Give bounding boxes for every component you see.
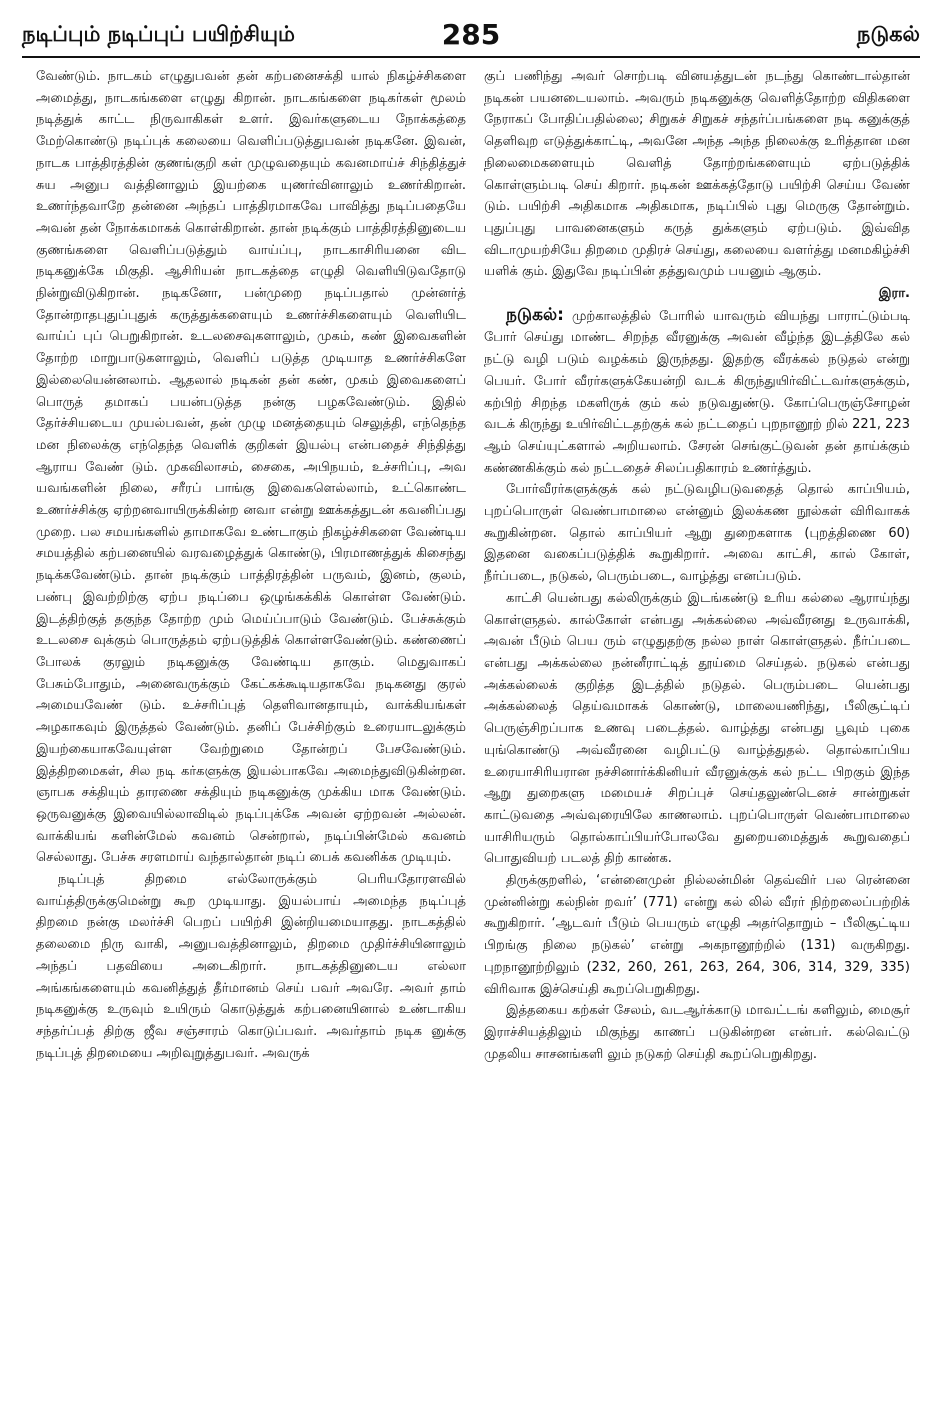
page-number: 285 bbox=[441, 18, 501, 51]
right-column bbox=[484, 66, 910, 1413]
right-paragraph-5: திருக்குறளில், ‘என்னைமுன் நில்லன்மின் தெவ்விர் பல ரென்னை முன்னின்று கல்நின் றவர்’ (771) என்று கல் லில் வீரர் நிற்றலைப்பற்றிக் கூறுகிறார். ‘ஆடவர் பீடும் பெயரும் எழுதி அதர்தொறும் – பீலிசூட்டிய பிறங்கு நிலை நடுகல்’ என்று அகநானூற்றில் (131) வருகிறது. புறநானூற்றிலும் (232, 260, 261, 263, 264, 306, 314, 329, 335) விரிவாக இச்செய்தி கூறப்பெறுகிறது. bbox=[484, 873, 910, 997]
left-paragraph-1: வேண்டும். நாடகம் எழுதுபவன் தன் கற்பனைசக்தி யால் நிகழ்ச்சிகளை அமைத்து, நாடகங்களை எழுது கிறான். நாடகங்களை நடிகர்கள் மூலம் நடித்துக் காட்ட நிருவாகிகள் உளர். இவர்களுடைய நோக்கத்தை மேற்கொண்டு நடிப்புக் கலையை வெளிப்படுத்துபவன் நடிகனே. இவன், நாடக பாத்திரத்தின் குணங்குறி கள் முழுவதையும் கவனமாய்ச் சிந்தித்துச் சுய அனுப வத்தினாலும் இயற்கை யுணர்வினாலும் உணர்கிறான். உணர்ந்தவாறே தன்னை அந்தப் பாத்திரமாகவே பாவித்து நடிப்பதையே அவன் தன் நோக்கமாகக் கொள்கிறான். தான் நடிக்கும் பாத்திரத்தினுடைய குணங்களை வெளிப்படுத்தும் வாய்ப்பு, நாடகாசிரியனை விட நடிகனுக்கே மிகுதி. ஆசிரியன் நாடகத்தை எழுதி வெளியிடுவதோடு நின்றுவிடுகிறான். நடிகனோ, பன்முறை நடிப்பதால் முன்னர்த் தோன்றாதபுதுப்புதுக் கருத்துக்களையும் உணர்ச்சிகளையும் வெளியிட வாய்ப் புப் பெறுகிறான். உடலசைவுகளாலும், முகம், கண் இவைகளின் தோற்ற மாறுபாடுகளாலும், வெளிப் படுத்த முடியாத உணர்ச்சிகளே இல்லையென்னலாம். ஆதலால் நடிகன் தன் கண், முகம் இவைகளைப் பொருத் தமாகப் பயன்படுத்த நன்கு பழகவேண்டும். இதில் தேர்ச்சியடைய முயல்பவன், தன் முழு மனத்தையும் செலுத்தி, எந்தெந்த மன நிலைக்கு எந்தெந்த வெளிக் குறிகள் இயல்பு என்பதைச் சிந்தித்து ஆராய வேண் டும். முகவிலாசம், சைகை, அபிநயம், உச்சரிப்பு, அவ யவங்களின் நிலை, சரீரப் பாங்கு இவைகளெல்லாம், உட்கொண்ட உணர்ச்சிக்கு ஏற்றனவாயிருக்கின்ற னவா என்று ஊக்கத்துடன் கவனிப்பது முறை. பல சமயங்களில் தாமாகவே உண்டாகும் நிகழ்ச்சிகளை வேண்டிய சமயத்தில் கற்பனையில் வரவழைத்துக் கொண்டு, பிரமாணத்துக் கிசைந்து நடிக்கவேண்டும். தான் நடிக்கும் பாத்திரத்தின் பருவம், இனம், குலம், பண்பு இவற்றிற்கு ஏற்ப நடிப்பை ஒழுங்கக்கிக் கொள்ள வேண்டும். இடத்திற்குத் தகுந்த தோற்ற மும் மெய்ப்பாடும் வேண்டும். பேச்சுக்கும் உடலசை வுக்கும் பொருத்தம் ஏற்படுத்திக் கொள்ளவேண்டும். கண்ணைப் போலக் குரலும் நடிகனுக்கு வேண்டிய தாகும். மெதுவாகப் பேசும்போதும், அனைவருக்கும் கேட்கக்கூடியதாகவே நடிகனது குரல் அமையவேண் டும். உச்சரிப்புத் தெளிவானதாயும், வாக்கியங்கள் அழகாகவும் இருத்தல் வேண்டும். தனிப் பேச்சிற்கும் உரையாடலுக்கும் இயற்கையாகவேயுள்ள வேற்றுமை தோன்றப் பேசவேண்டும். இத்திறமைகள், சில நடி கர்களுக்கு இயல்பாகவே அமைந்துவிடுகின்றன. ஞாபக சக்தியும் தாரணை சக்தியும் நடிகனுக்கு முக்கிய மாக வேண்டும். ஒருவனுக்கு இவையில்லாவிடில் நடிப்புக்கே அவன் ஏற்றவன் அல்லன். வாக்கியங் களின்மேல் கவனம் சென்றால், நடிப்பின்மேல் கவனம் செல்லாது. பேச்சு சரளமாய் வந்தால்தான் நடிப் பைக் கவனிக்க முடியும். bbox=[36, 69, 466, 866]
right-paragraph-4: காட்சி யென்பது கல்லிருக்கும் இடங்கண்டு உரிய கல்லை ஆராய்ந்து கொள்ளுதல். கால்கோள் என்பது அக்கல்லை அவ்வீரனது உருவாக்கி, அவன் பீடும் பெய ரும் எழுதுதற்கு நல்ல நாள் கொள்ளுதல். நீர்ப்படை என்பது அக்கல்லை நன்னீராட்டித் தூய்மை செய்தல். நடுகல் என்பது அக்கல்லைக் குறித்த இடத்தில் நடுதல். பெரும்படை யென்பது அக்கல்லைத் தெய்வமாகக் கொண்டு, மாலையணிந்து, பீலிசூட்டிப் பெருஞ்சிறப்பாக உணவு படைத்தல். வாழ்த்து என்பது பூவும் புகை யுங்கொண்டு அவ்வீரனை வழிபட்டு வாழ்த்துதல். தொல்காப்பிய உரையாசிரியரான நச்சினார்க்கினியர் வீரனுக்குக் கல் நட்ட பிறகும் இந்த ஆறு துறைகளு மமையச் சிறப்புச் செய்தலுண்டெனச் சான்றுகள் காட்டுவதை அவ்வுரையிலே காணலாம். புறப்பொருள் வெண்பாமாலை யாசிரியரும் தொல்காப்பியர்போலவே துறையமைத்துக் கூறுவதைப் பொதுவியற் படலத் திற் காண்க. bbox=[484, 590, 910, 867]
entry-headword: நடுகல்: bbox=[506, 304, 564, 325]
left-paragraph-2: நடிப்புத் திறமை எல்லோருக்கும் பெரியதோரளவில் வாய்த்திருக்குமென்று கூற முடியாது. இயல்பாய் அமைந்த நடிப்புத் திறமை நன்கு மலர்ச்சி பெறப் பயிற்சி இன்றியமையாதது. நாடகத்தில் தலைமை நிரு வாகி, அனுபவத்தினாலும், திறமை முதிர்ச்சியினாலும் அந்தப் பதவியை அடைகிறார். நாடகத்தினுடைய எல்லா அங்கங்களையும் கவனித்துத் தீர்மானம் செய் பவர் அவரே. அவர் தாம் நடிகனுக்கு உருவும் உயிரும் கொடுத்துக் கற்பனையினால் உண்டாகிய சந்தர்ப்பத் திற்கு ஜீவ சஞ்சாரம் கொடுப்பவர். அவர்தாம் நடிக னுக்கு நடிப்புத் திறமையை அறிவுறுத்துபவர். அவருக் bbox=[36, 872, 466, 1061]
entry-nadukal bbox=[484, 305, 910, 480]
author-signature: இரா. bbox=[878, 286, 910, 302]
right-paragraph-2: முற்காலத்தில் போரில் யாவரும் வியந்து பாராட்டும்படி போர் செய்து மாண்ட சிறந்த வீரனுக்கு அவன் வீழ்ந்த இடத்திலே கல் நட்டு வழி படும் வழக்கம் இருந்தது. இதற்கு வீரக்கல் நடுதல் என்று பெயர். போர் வீரர்களுக்கேயன்றி வடக் கிருந்துயிர்விட்டவர்களுக்கும், கற்பிற் சிறந்த மகளிருக் கும் கல் நடுவதுண்டு. கோப்பெருஞ்சோழன் வடக் கிருந்து உயிர்விட்டதற்குக் கல் நட்டதைப் புறநானூற் றில் 221, 223 ஆம் செய்யுட்களால் அறியலாம். சேரன் செங்குட்டுவன் தன் தாய்க்கும் கண்ணகிக்கும் கல் நட்டதைச் சிலப்பதிகாரம் உணர்த்தும். bbox=[484, 308, 910, 476]
right-paragraph-6: இத்தகைய கற்கள் சேலம், வடஆர்க்காடு மாவட்டங் களிலும், மைசூர் இராச்சியத்திலும் மிகுந்து காணப் படுகின்றன என்பர். கல்வெட்டு முதலிய சாசனங்களி லும் நடுகற் செய்தி கூறப்பெறுகிறது. bbox=[484, 1003, 910, 1062]
right-paragraph-1: குப் பணிந்து அவர் சொற்படி வினயத்துடன் நடந்து கொண்டால்தான் நடிகன் பயனடையலாம். அவரும் நடிகனுக்கு வெளித்தோற்ற விதிகளை நேராகப் போதிப்பதில்லை; சிறுகச் சிறுகச் சந்தர்ப்பங்களை நடி கனுக்குத் தெளிவுற எடுத்துக்காட்டி, அவனே அந்த அந்த நிலைக்கு உரித்தான மன நிலைமைகளையும் வெளித் தோற்றங்களையும் ஏற்படுத்திக் கொள்ளும்படி செய் கிறார். நடிகன் ஊக்கத்தோடு பயிற்சி செய்ய வேண் டும். பயிற்சி அதிகமாக அதிகமாக, நடிப்பில் புது மெருகு தோன்றும். புதுப்புது பாவனைகளும் கருத் துக்களும் ஏற்படும். இவ்வித விடாமுயற்சியே திறமை முதிரச் செய்து, கலையை வளர்த்து மனமகிழ்ச்சி யளிக் கும். இதுவே நடிப்பின் தத்துவமும் பயனும் ஆகும். bbox=[484, 69, 910, 280]
right-paragraph-3: போர்வீரர்களுக்குக் கல் நட்டுவழிபடுவதைத் தொல் காப்பியம், புறப்பொருள் வெண்பாமாலை என்னும் இலக்கண நூல்கள் விரிவாகக் கூறுகின்றன. தொல் காப்பியர் ஆறு துறைகளாக (புறத்திணை 60) இதனை வகைப்படுத்திக் கூறுகிறார். அவை காட்சி, கால் கோள், நீர்ப்படை, நடுகல், பெரும்படை, வாழ்த்து எனப்படும். bbox=[484, 482, 910, 585]
header-book-title: நடிப்பும் நடிப்புப் பயிற்சியும் bbox=[22, 22, 295, 46]
left-column bbox=[36, 66, 466, 1413]
header-rule bbox=[22, 56, 920, 58]
running-header bbox=[22, 18, 920, 54]
header-entry-title: நடுகல் bbox=[856, 22, 920, 46]
